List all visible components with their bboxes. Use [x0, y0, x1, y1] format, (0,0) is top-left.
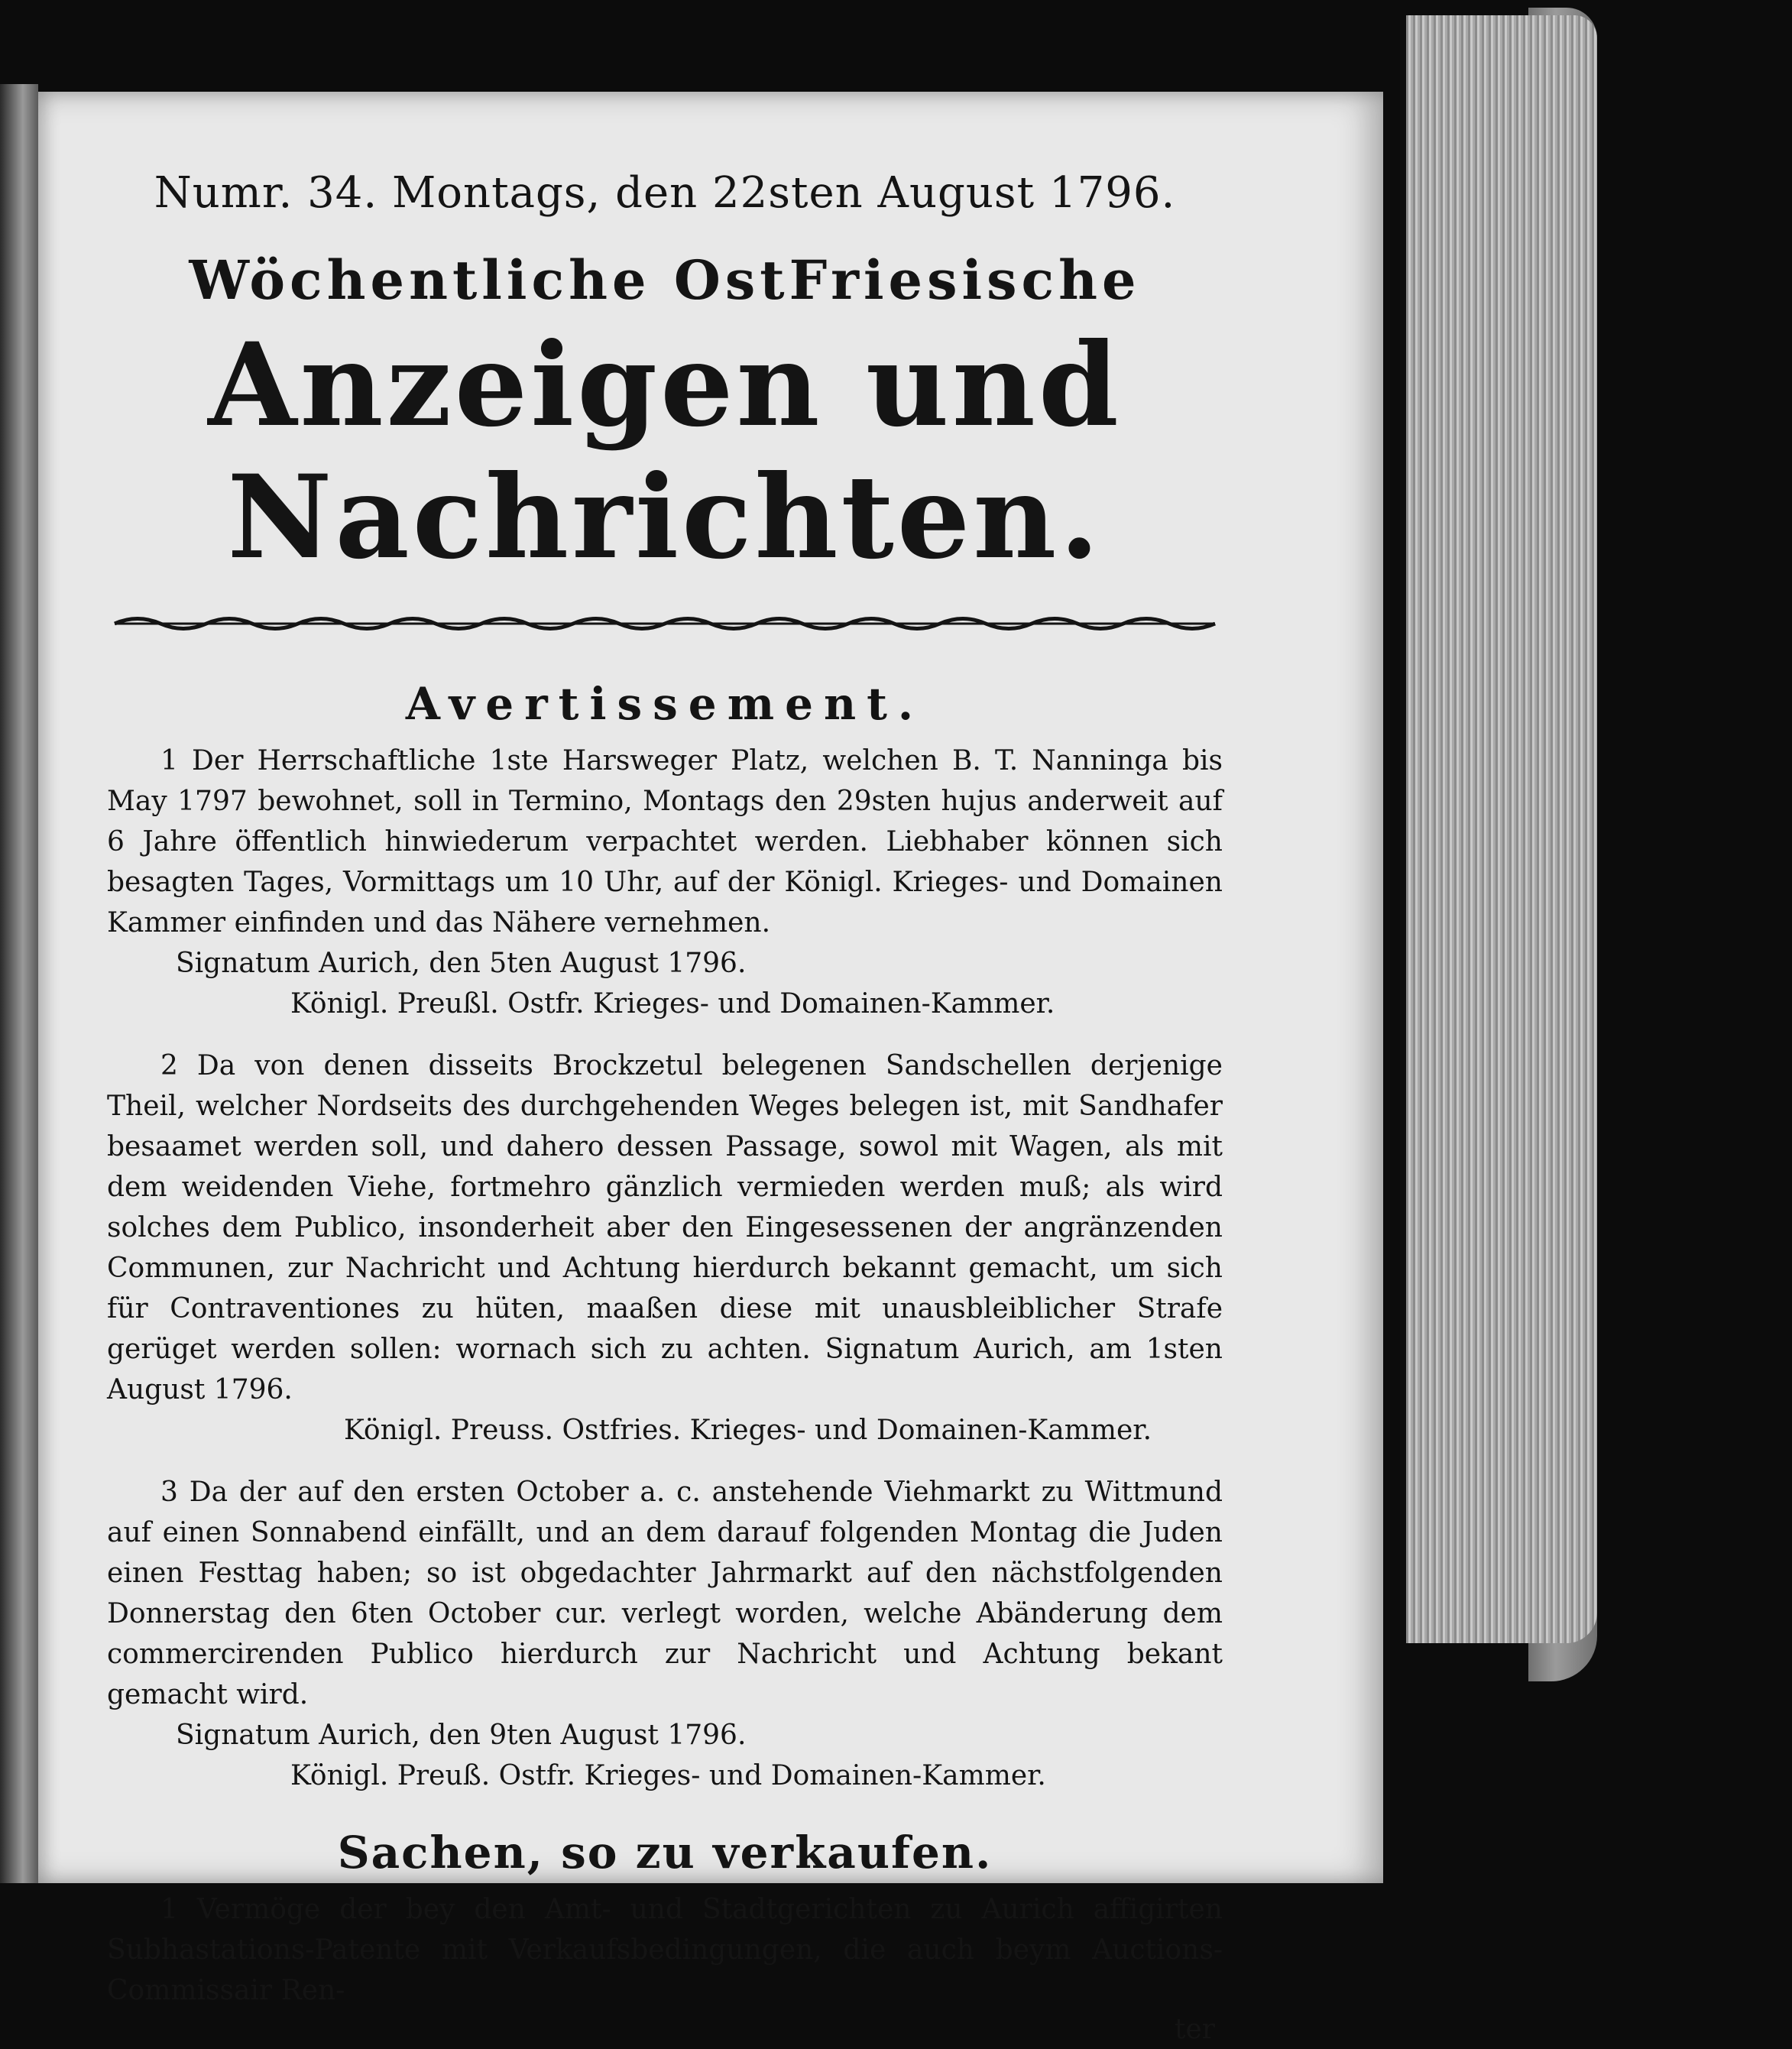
left-page-edge [0, 84, 38, 1883]
page-content [107, 168, 1223, 2049]
notice-2-authority: Königl. Preuss. Ostfries. Krieges- und Domainen-Kammer. [344, 1415, 1152, 1446]
section-heading-avertissement: Avertissement. [405, 678, 925, 730]
ornamental-rule [115, 614, 1215, 634]
notice-1-signatum: Signatum Aurich, den 5ten August 1796. [176, 948, 747, 979]
notice-1-authority: Königl. Preußl. Ostfr. Krieges- und Domainen-Kammer. [290, 988, 1055, 1020]
notice-3-authority: Königl. Preuß. Ostfr. Krieges- und Domainen-Kammer. [290, 1760, 1046, 1791]
notice-1-text: 1 Der Herrschaftliche 1ste Harsweger Platz, welchen B. T. Nanninga bis May 1797 bewohnet, soll in Termino, Montags den 29sten hujus anderweit auf 6 Jahre öffentlich hinwiederum verpachtet werden. Liebhaber können sich besagten Tages, Vormittags um 10 Uhr, auf der Königl. Krieges- und Domainen Kammer einfinden und das Nähere vernehmen. [107, 745, 1223, 939]
catchword: ter [1175, 2014, 1215, 2045]
section-heading-sachen: Sachen, so zu verkaufen. [337, 1827, 993, 1879]
page-edges [1406, 15, 1597, 1643]
notice-2-text: 2 Da von denen disseits Brockzetul belegenen Sandschellen derjenige Theil, welcher Nordseits des durchgehenden Weges belegen ist, mit Sandhafer besaamet werden soll, und dahero dessen Passage, sowol mit Wagen, als mit dem weidenden Viehe, fortmehro gänzlich vermieden werden muß; als wird solches dem Publico, insonderheit aber den Eingesessenen der angränzenden Communen, zur Nachricht und Achtung hierdurch bekannt gemacht, um sich für Contraventiones zu hüten, maaßen diese mit unausbleiblicher Strafe gerüget werden sollen: wornach sich zu achten. Signatum Aurich, am 1sten August 1796. [107, 1050, 1223, 1405]
issue-line: Numr. 34. Montags, den 22sten August 1796. [154, 168, 1176, 218]
masthead-subtitle: Wöchentliche OstFriesische [189, 248, 1141, 312]
sale-1-text: 1 Vermöge der bey den Amt- und Stadtgerichten zu Aurich affigirten Subhastations-Patente mit Verkaufsbedingungen, die auch beym Auctions-Commissair Ren- [107, 1894, 1223, 2006]
newspaper-page [38, 92, 1383, 2045]
masthead-title: Anzeigen und Nachrichten. [208, 318, 1122, 585]
notice-3-signatum: Signatum Aurich, den 9ten August 1796. [176, 1720, 747, 1751]
notice-3-text: 3 Da der auf den ersten October a. c. anstehende Viehmarkt zu Wittmund auf einen Sonnabend einfällt, und an dem darauf folgenden Montag die Juden einen Festtag haben; so ist obgedachter Jahrmarkt auf den nächstfolgenden Donnerstag den 6ten October cur. verlegt worden, welche Abänderung dem commercirenden Publico hierdurch zur Nachricht und Achtung bekant gemacht wird. [107, 1477, 1223, 1710]
